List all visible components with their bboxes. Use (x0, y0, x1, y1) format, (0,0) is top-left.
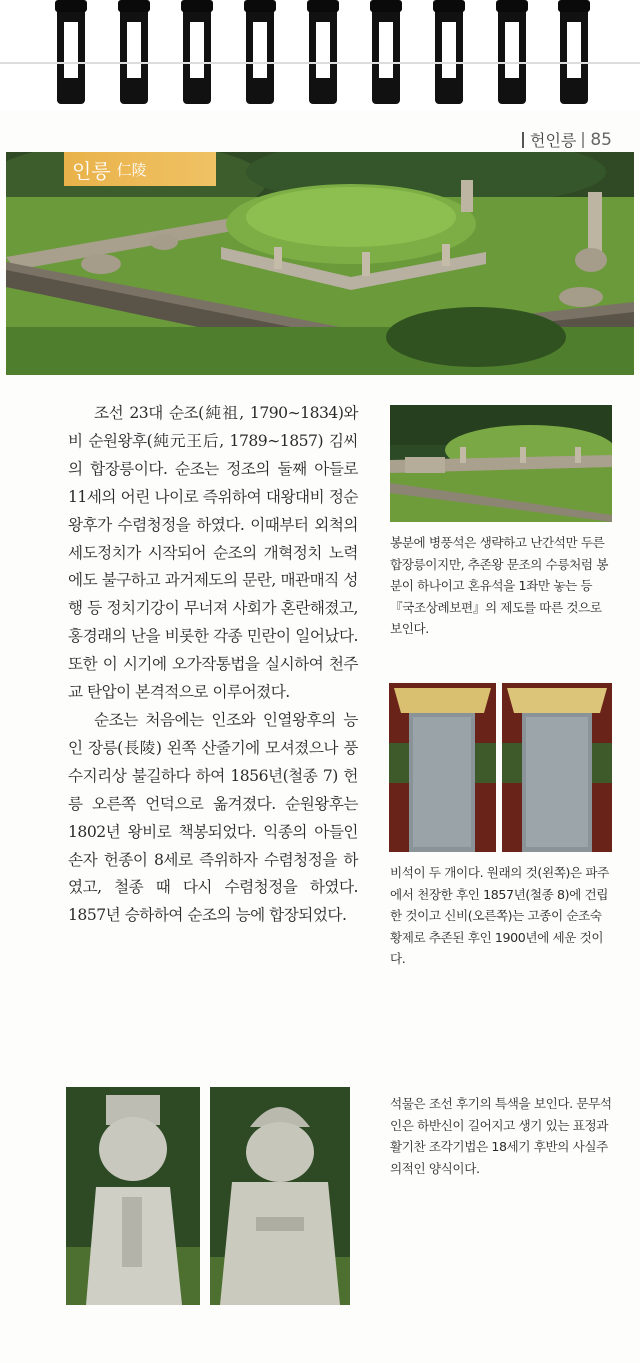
military-official-statue-photo (210, 1087, 350, 1305)
title-hanja: 仁陵 (116, 160, 147, 179)
spiral-binding (0, 0, 640, 110)
body-paragraph: 조선 23대 순조(純祖, 1790∼1834)와 비 순원왕후(純元王后, 1789∼1857) 김씨의 합장릉이다. 순조는 정조의 둘째 아들로 11세의 어린 나이로 즉위하여 대왕대비 정순왕후가 수렴청정을 하였다. 이때부터 외척의 세도정치가 시작되어 순조의 개혁정치 노력에도 불구하고 과거제도의 문란, 매관매직 성행 등 정치기강이 무너져 사회가 혼란해졌고, 홍경래의 난을 비롯한 각종 민란이 일어났다. 또한 이 시기에 오가작통법을 실시하여 천주교 탄압이 본격적으로 이루어졌다. (68, 404, 358, 702)
section-name: 헌인릉 (529, 131, 577, 150)
original-stele-photo (389, 683, 496, 852)
steles-caption: 비석이 두 개이다. 원래의 것(왼쪽)은 파주에서 천장한 후인 1857년(철종 8)에 건립한 것이고 신비(오른쪽)는 고종이 순조숙황제로 추존된 후인 1900년에 세운 것이다. (390, 865, 609, 966)
binding-ring (183, 0, 211, 104)
running-header (522, 128, 612, 151)
binding-ring (57, 0, 85, 104)
body-paragraph: 순조는 처음에는 인조와 인열왕후의 능인 장릉(長陵) 왼쪽 산줄기에 모셔졌으나 풍수지리상 불길하다 하여 1856년(철종 7) 헌릉 오른쪽 언덕으로 옮겨졌다. 순원왕후는 1802년 왕비로 책봉되었다. 익종의 아들인 손자 헌종이 8세로 즉위하자 수렴청정을 하였고, 철종 때 다시 수렴청정을 하였다. 1857년 승하하여 순조의 능에 합장되었다. (68, 710, 358, 925)
tomb-mound-photo (390, 405, 612, 522)
new-stele-photo (502, 683, 612, 852)
statues-caption: 석물은 조선 후기의 특색을 보인다. 문무석인은 하반신이 길어지고 생기 있는 표정과 활기찬 조각기법은 18세기 후반의 사실주의적인 양식이다. (390, 1096, 612, 1176)
binding-ring (309, 0, 337, 104)
binding-ring (120, 0, 148, 104)
main-text (68, 400, 358, 930)
page-number: 85 (590, 129, 612, 150)
title-hangul: 인릉 (72, 158, 111, 183)
civil-official-statue-photo (66, 1087, 200, 1305)
binding-ring (372, 0, 400, 104)
tomb-title (64, 152, 216, 186)
tomb-caption: 봉분에 병풍석은 생략하고 난간석만 두른 합장릉이지만, 추존왕 문조의 수릉처럼 봉분이 하나이고 혼유석을 1좌만 놓는 등 『국조상례보편』의 제도를 따른 것으로 보인다. (390, 535, 609, 636)
binding-ring (246, 0, 274, 104)
binding-ring (560, 0, 588, 104)
binding-ring (435, 0, 463, 104)
binding-ring (498, 0, 526, 104)
